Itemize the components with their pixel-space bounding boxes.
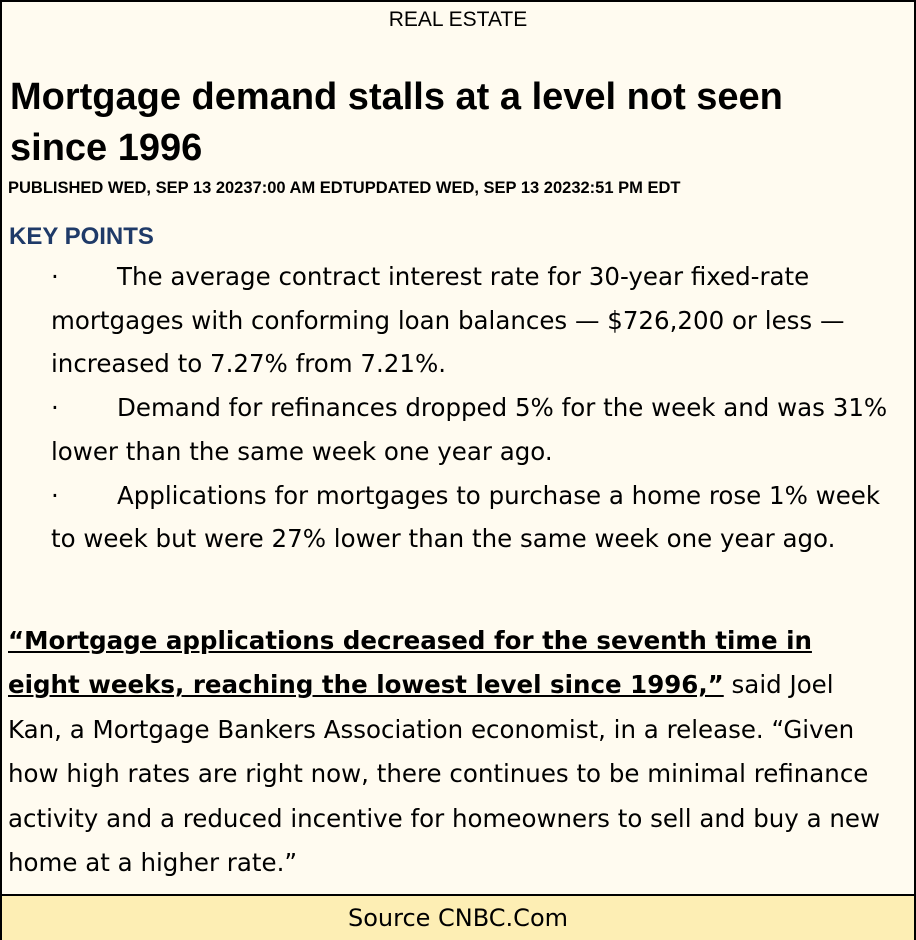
- key-point-text: Demand for refinances dropped 5% for the week and was 31% lower than the same week one year ago.: [51, 393, 888, 466]
- quote-paragraph: [8, 619, 888, 885]
- key-points-title: KEY POINTS: [9, 223, 154, 250]
- source-footer: Source CNBC.Com: [2, 894, 914, 940]
- bullet-icon: ·: [51, 480, 59, 510]
- quote-body: said Joel Kan, a Mortgage Bankers Association economist, in a release. “Given how high rates are right now, there continues to be minimal refinance activity and a reduced incentive for homeowners to sell and buy a new home at a higher rate.”: [8, 670, 881, 878]
- key-point-text: Applications for mortgages to purchase a home rose 1% week to week but were 27% lower than the same week one year ago.: [51, 480, 881, 554]
- key-point-text: The average contract interest rate for 30-year fixed-rate mortgages with conforming loan balances — $726,200 or less — increased to 7.27% from 7.21%.: [51, 262, 845, 379]
- key-point-item: [51, 386, 891, 473]
- quote-emphasis: “Mortgage applications decreased for the seventh time in eight weeks, reaching the lowest level since 1996,”: [8, 626, 812, 700]
- key-point-item: [51, 474, 891, 561]
- headline: Mortgage demand stalls at a level not seen since 1996: [10, 76, 783, 169]
- key-point-item: [51, 255, 891, 386]
- key-points-list: [51, 255, 891, 561]
- category-label: REAL ESTATE: [388, 8, 528, 31]
- publish-dateline: PUBLISHED WED, SEP 13 20237:00 AM EDTUPDATED WED, SEP 13 20232:51 PM EDT: [8, 179, 681, 197]
- bullet-icon: ·: [51, 393, 59, 423]
- bullet-icon: ·: [51, 262, 59, 291]
